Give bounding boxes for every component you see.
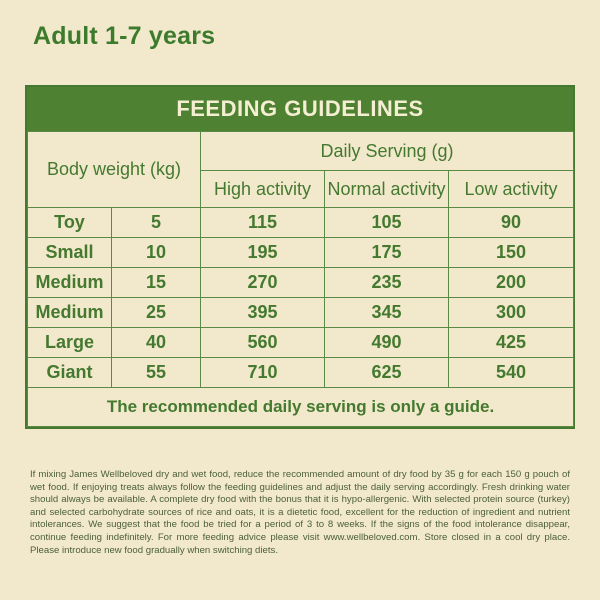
table-row <box>28 208 574 238</box>
weight-cell: 55 <box>112 358 201 388</box>
low-cell: 300 <box>449 298 574 328</box>
size-cell: Giant <box>28 358 112 388</box>
high-cell: 560 <box>201 328 325 358</box>
low-cell: 425 <box>449 328 574 358</box>
normal-cell: 490 <box>325 328 449 358</box>
table-row <box>28 328 574 358</box>
guidelines-grid <box>27 131 574 427</box>
normal-cell: 235 <box>325 268 449 298</box>
size-cell: Medium <box>28 268 112 298</box>
low-cell: 540 <box>449 358 574 388</box>
table-row <box>28 238 574 268</box>
normal-cell: 345 <box>325 298 449 328</box>
weight-cell: 15 <box>112 268 201 298</box>
weight-cell: 5 <box>112 208 201 238</box>
table-title: FEEDING GUIDELINES <box>27 87 573 131</box>
low-cell: 150 <box>449 238 574 268</box>
feeding-notes-paragraph: If mixing James Wellbeloved dry and wet food, reduce the recommended amount of dry food by 35 g for each 150 g pouch of wet food. If enjoying treats always follow the feeding guidelines and adjust the daily serving accordingly. Fresh drinking water should always be available. A complete dry food with the bonus that it is hypo-allergenic. With selected protein source (turkey) and selected carbohydrate sources of rice and oats, it is a dietetic food, excellent for the reduction of ingredient and nutrient intolerances. We suggest that the food be tried for a period of 3 to 8 weeks. If the signs of the food intolerance disappear, continue feeding indefinitely. For more feeding advice please visit www.wellbeloved.com. Store closed in a cool dry place. Please introduce new food gradually when switching diets. <box>30 469 570 556</box>
size-cell: Toy <box>28 208 112 238</box>
low-cell: 200 <box>449 268 574 298</box>
high-cell: 115 <box>201 208 325 238</box>
table-row <box>28 298 574 328</box>
normal-activity-header: Normal activity <box>325 171 449 208</box>
high-cell: 195 <box>201 238 325 268</box>
high-activity-header: High activity <box>201 171 325 208</box>
feeding-guidelines-table <box>25 85 575 429</box>
normal-cell: 625 <box>325 358 449 388</box>
table-row <box>28 268 574 298</box>
high-cell: 395 <box>201 298 325 328</box>
daily-serving-header: Daily Serving (g) <box>201 132 574 171</box>
size-cell: Small <box>28 238 112 268</box>
weight-cell: 10 <box>112 238 201 268</box>
low-activity-header: Low activity <box>449 171 574 208</box>
body-weight-header: Body weight (kg) <box>28 132 201 208</box>
low-cell: 90 <box>449 208 574 238</box>
size-cell: Large <box>28 328 112 358</box>
high-cell: 710 <box>201 358 325 388</box>
size-cell: Medium <box>28 298 112 328</box>
high-cell: 270 <box>201 268 325 298</box>
normal-cell: 105 <box>325 208 449 238</box>
weight-cell: 25 <box>112 298 201 328</box>
table-footer-note: The recommended daily serving is only a guide. <box>28 388 574 427</box>
table-row <box>28 358 574 388</box>
weight-cell: 40 <box>112 328 201 358</box>
normal-cell: 175 <box>325 238 449 268</box>
page-heading: Adult 1-7 years <box>33 22 216 50</box>
